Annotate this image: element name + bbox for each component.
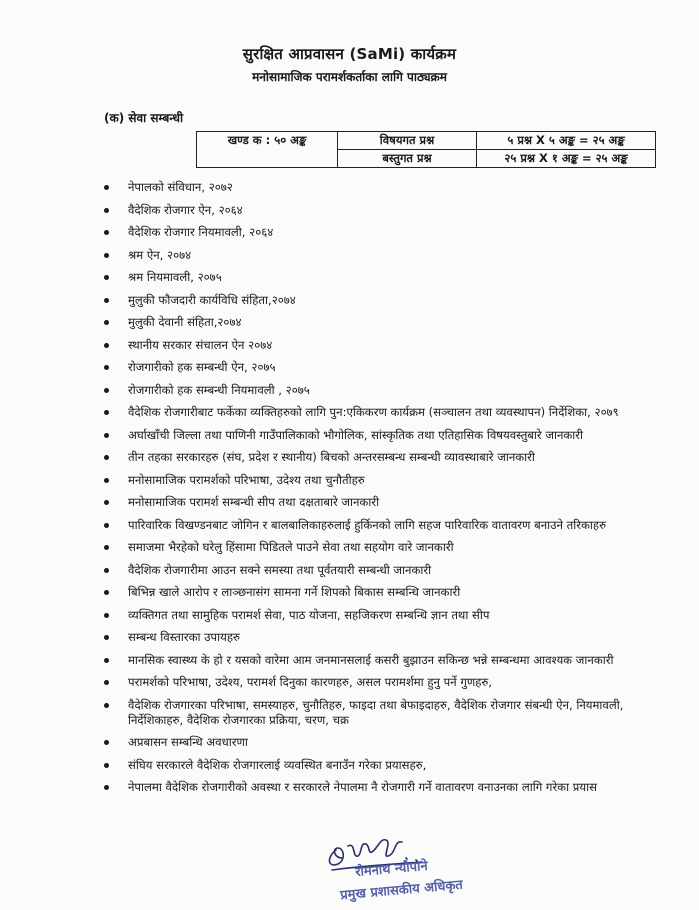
- list-item-text: व्यक्तिगत तथा सामुहिक परामर्श सेवा, पाठ योजना, सहजिकरण सम्बन्धि ज्ञान तथा सीप: [128, 607, 490, 622]
- question-type-cell: बस्तुगत प्रश्न: [338, 150, 477, 168]
- bullet-icon: [104, 568, 109, 573]
- list-item: [104, 675, 664, 690]
- list-item: [104, 450, 664, 465]
- table-row: [197, 132, 656, 150]
- bullet-icon: [104, 230, 109, 235]
- list-item: [104, 653, 664, 668]
- list-item-text: नेपालमा वैदेशिक रोजगारीको अवस्था र सरकारले नेपालमा नै रोजगारी गर्ने वातावरण वनाउनका लागि गरेका प्रयास: [128, 780, 597, 794]
- list-item-text: तीन तहका सरकारहरु (संघ, प्रदेश र स्थानीय) बिचको अन्तरसम्बन्ध सम्बन्धी व्यावस्थाबारे जानकारी: [128, 450, 535, 464]
- page-title: सुरक्षित आप्रवासन (SaMi) कार्यक्रम: [242, 45, 457, 63]
- bullet-icon: [104, 703, 109, 708]
- bullet-icon: [104, 590, 109, 595]
- list-item-text: अर्घाखाँची जिल्ला तथा पाणिनी गाउँपालिकाको भौगोलिक, सांस्कृतिक तथा एतिहासिक विषयवस्तुबारे जानकारी: [128, 427, 584, 442]
- list-item-text: संघिय सरकारले वैदेशिक रोजगारलाई व्यवस्थित बनाउँन गरेका प्रयासहरु,: [128, 757, 427, 772]
- list-item-text: मनोसामाजिक परामर्शको परिभाषा, उदेश्य तथा चुनौतीहरु: [128, 472, 365, 487]
- list-item-text: रोजगारीको हक सम्बन्धी नियमावली , २०७५: [128, 382, 310, 397]
- bullet-icon: [104, 388, 109, 393]
- bullet-icon: [104, 523, 109, 528]
- bullet-icon: [104, 343, 109, 348]
- bullet-icon: [104, 455, 109, 460]
- stamp-name: रोमनाथ न्यौपाने: [354, 858, 429, 881]
- bullet-icon: [104, 478, 109, 483]
- marks-calc-cell: २५ प्रश्न X १ अङ्क = २५ अङ्क: [477, 150, 656, 168]
- list-item-text: सम्बन्ध विस्तारका उपायहरु: [128, 630, 240, 644]
- section-marks-cell: खण्ड क : ५० अङ्क: [197, 132, 338, 168]
- bullet-icon: [104, 763, 109, 768]
- stamp-designation: प्रमुख प्रशासकीय अधिकृत: [339, 877, 464, 904]
- bullet-icon: [104, 545, 109, 550]
- list-item: [104, 758, 664, 773]
- page-subtitle: मनोसामाजिक परामर्शकर्ताका लागि पाठ्यक्रम: [252, 70, 447, 84]
- list-item: [104, 225, 664, 240]
- list-item: [104, 780, 664, 795]
- list-item: [104, 315, 664, 330]
- list-item-text: समाजमा भैरहेको घरेलु हिंसामा पिडितले पाउने सेवा तथा सहयोग वारे जानकारी: [128, 540, 454, 554]
- list-item: [104, 563, 664, 578]
- bullet-icon: [104, 433, 109, 438]
- bullet-icon: [104, 410, 109, 415]
- list-item: [104, 540, 664, 555]
- list-item: [104, 180, 664, 195]
- bullet-icon: [104, 365, 109, 370]
- list-item: [104, 495, 664, 510]
- list-item: [104, 383, 664, 398]
- question-type-cell: विषयगत प्रश्न: [338, 132, 477, 150]
- bullet-icon: [104, 275, 109, 280]
- bullet-icon: [104, 500, 109, 505]
- bullet-icon: [104, 208, 109, 213]
- list-item-text: स्थानीय सरकार संचालन ऐन २०७४: [128, 337, 273, 352]
- bullet-icon: [104, 298, 109, 303]
- list-item-text: पारिवारिक विखण्डनबाट जोगिन र बालबालिकाहरुलाई हुर्किनको लागि सहज पारिवारिक वातावरण बनाउने तरिकाहरु: [128, 517, 606, 532]
- bullet-icon: [104, 740, 109, 745]
- list-item-text: परामर्शको परिभाषा, उदेश्य, परामर्श दिनुका कारणहरु, असल परामर्शमा हुनु पर्ने गुणहरु,: [128, 675, 493, 689]
- list-item: [104, 585, 664, 600]
- list-item-text: वैदेशिक रोजगारीबाट फर्केका व्यक्तिहरुको लागि पुन:एकिकरण कार्यक्रम (सञ्चालन तथा व्यवस्थापन) निर्देशिका, २०७९: [128, 405, 619, 419]
- list-item-text: मुलुकी फौजदारी कार्यविधि संहिता,२०७४: [128, 292, 296, 307]
- list-item-text: वैदेशिक रोजगार ऐन, २०६४: [128, 202, 243, 217]
- marks-calc-cell: ५ प्रश्न X ५ अङ्क = २५ अङ्क: [477, 132, 656, 150]
- list-item: [104, 270, 664, 285]
- list-item-text: मानसिक स्वास्थ्य के हो र यसको वारेमा आम जनमानसलाई कसरी बुझाउन सकिन्छ भन्ने सम्बन्धमा आवश्यक जानकारी: [128, 652, 614, 667]
- list-item: [104, 203, 664, 218]
- section-heading: (क) सेवा सम्बन्धी: [104, 111, 184, 125]
- list-item-text: अप्रबासन सम्बन्धि अवधारणा: [128, 735, 248, 749]
- bullet-icon: [104, 185, 109, 190]
- list-item-text: नेपालको संविधान, २०७२: [128, 180, 233, 194]
- list-item: [104, 428, 664, 443]
- list-item: [104, 698, 664, 728]
- list-item: [104, 293, 664, 308]
- list-item-text: श्रम ऐन, २०७४: [128, 247, 192, 262]
- list-item: [104, 518, 664, 533]
- bullet-icon: [104, 613, 109, 618]
- list-item: [104, 360, 664, 375]
- list-item: [104, 405, 664, 420]
- list-item: [104, 735, 664, 750]
- list-item: [104, 630, 664, 645]
- bullet-icon: [104, 680, 109, 685]
- bullet-icon: [104, 658, 109, 663]
- list-item-text: श्रम नियमावली, २०७५: [128, 270, 222, 284]
- list-item: [104, 338, 664, 353]
- bullet-icon: [104, 785, 109, 790]
- list-item-text: मुलुकी देवानी संहिता,२०७४: [128, 315, 242, 329]
- list-item-text: बिभिन्न खाले आरोप र लाञ्छनासंग सामना गर्ने शिपको बिकास सम्बन्धि जानकारी: [128, 585, 461, 599]
- list-item-text: मनोसामाजिक परामर्श सम्बन्धी सीप तथा दक्षताबारे जानकारी: [128, 495, 380, 509]
- topic-list: [104, 180, 664, 803]
- bullet-icon: [104, 253, 109, 258]
- list-item: [104, 473, 664, 488]
- bullet-icon: [104, 635, 109, 640]
- bullet-icon: [104, 320, 109, 325]
- list-item: [104, 608, 664, 623]
- list-item-text: वैदेशिक रोजगार नियमावली, २०६४: [128, 225, 274, 239]
- list-item-text: वैदेशिक रोजगारीमा आउन सक्ने समस्या तथा पूर्वतयारी सम्बन्धी जानकारी: [128, 562, 432, 577]
- list-item-text: वैदेशिक रोजगारका परिभाषा, समस्याहरु, चुनौतिहरु, फाइदा तथा बेफाइदाहरु, वैदेशिक रोजगार संबन्धी ऐन, नियमावली, निर्देशिकाहरु, वैदेशिक रोजगारका प्रक्रिया, चरण, चक्र: [128, 697, 624, 727]
- list-item-text: रोजगारीको हक सम्बन्धी ऐन, २०७५: [128, 360, 276, 374]
- list-item: [104, 248, 664, 263]
- marks-table: [196, 131, 656, 168]
